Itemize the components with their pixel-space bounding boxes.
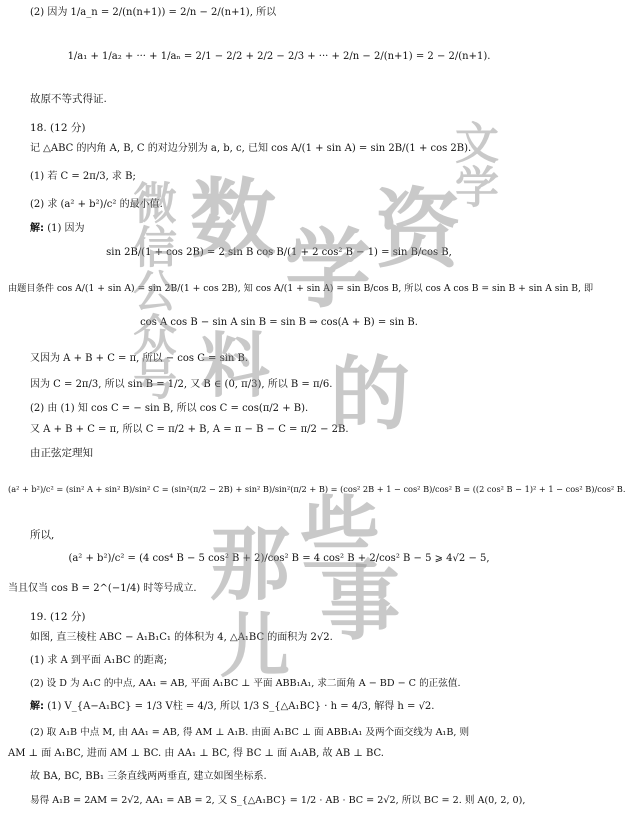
solution-19-start: [30, 700, 434, 714]
watermark-side-right: 文学: [447, 120, 498, 208]
line-15: 又 A + B + C = π, 所以 C = π/2 + B, A = π − B − C = π/2 − 2B.: [30, 424, 349, 435]
problem-18-part2: (2) 求 (a² + b²)/c² 的最小值.: [30, 199, 163, 210]
watermark-char-3: 资: [375, 179, 461, 280]
watermark-char-5: 的: [330, 347, 410, 441]
solution-label: 解:: [30, 701, 44, 712]
line-19-display-equation: (a² + b²)/c² = (4 cos⁴ B − 5 cos² B + 2)/cos² B = 4 cos² B + 2/cos² B − 5 ⩾ 4√2 − 5,: [68, 553, 490, 564]
watermark-char-9: 儿: [220, 604, 290, 687]
solution-19-part1: (1) V_{A−A₁BC} = 1/3 V柱 = 4/3, 所以 1/3 S_{△A₁BC} · h = 4/3, 解得 h = √2.: [47, 701, 435, 712]
line-11-display-equation: cos A cos B − sin A sin B = sin B ⇒ cos(A + B) = sin B.: [140, 317, 418, 328]
watermark-side-left: 微信公众号: [125, 180, 176, 400]
watermark-char-8: 事: [320, 557, 400, 651]
line-29: 易得 A₁B = 2AM = 2√2, AA₁ = AB = 2, 又 S_{△A₁BC} = 1/2 · AB · BC = 2√2, 所以 BC = 2. 则 A(0, 2, 0),: [30, 795, 526, 806]
solution-18-intro: (1) 因为: [47, 223, 85, 234]
watermark-char-2: 学: [285, 219, 371, 320]
line-1: (2) 因为 1/a_n = 2/(n(n+1)) = 2/n − 2/(n+1), 所以: [30, 7, 277, 18]
solution-label: 解:: [30, 223, 44, 234]
line-10: 由题目条件 cos A/(1 + sin A) = sin 2B/(1 + cos 2B), 知 cos A/(1 + sin A) = sin B/cos B, 所以 cos A cos B = sin B + sin A sin B, 即: [8, 283, 594, 294]
line-28: 故 BA, BC, BB₁ 三条直线两两垂直, 建立如图坐标系.: [30, 771, 267, 782]
problem-18-heading: 18. (12 分): [30, 122, 86, 134]
problem-18-statement: 记 △ABC 的内角 A, B, C 的对边分别为 a, b, c, 已知 cos A/(1 + sin A) = sin 2B/(1 + cos 2B).: [30, 143, 472, 154]
watermark-char-6: 那: [210, 517, 290, 611]
problem-19-statement: 如图, 直三棱柱 ABC − A₁B₁C₁ 的体积为 4, △A₁BC 的面积为 2√2.: [30, 632, 333, 643]
watermark-char-1: 数: [190, 169, 276, 270]
solution-18-start: [30, 222, 85, 236]
line-14: (2) 由 (1) 知 cos C = − sin B, 所以 cos C = cos(π/2 + B).: [30, 403, 309, 414]
line-17-display-equation: (a² + b²)/c² = (sin² A + sin² B)/sin² C = (sin²(π/2 − 2B) + sin² B)/sin²(π/2 + B) = (cos² 2B + 1 − cos² B)/cos² B = ((2 cos² B − 1)² + 1 − cos² B)/cos² B.: [8, 484, 625, 494]
line-26: (2) 取 A₁B 中点 M, 由 AA₁ = AB, 得 AM ⊥ A₁B. 由面 A₁BC ⊥ 面 ABB₁A₁ 及两个面交线为 A₁B, 则: [30, 727, 470, 738]
line-3: 故原不等式得证.: [30, 93, 107, 105]
line-12: 又因为 A + B + C = π, 所以 − cos C = sin B.: [30, 353, 249, 364]
line-18: 所以,: [30, 529, 55, 541]
problem-19-part1: (1) 求 A 到平面 A₁BC 的距离;: [30, 655, 168, 666]
watermark-char-7: 些: [300, 487, 380, 581]
line-9-display-equation: sin 2B/(1 + cos 2B) = 2 sin B cos B/(1 + 2 cos² B − 1) = sin B/cos B,: [106, 247, 452, 258]
line-27: AM ⊥ 面 A₁BC, 进而 AM ⊥ BC. 由 AA₁ ⊥ BC, 得 BC ⊥ 面 A₁AB, 故 AB ⊥ BC.: [8, 748, 384, 759]
problem-18-part1: (1) 若 C = 2π/3, 求 B;: [30, 171, 136, 182]
line-16: 由正弦定理知: [30, 447, 93, 459]
line-20: 当且仅当 cos B = 2^(−1/4) 时等号成立.: [8, 583, 197, 594]
problem-19-part2: (2) 设 D 为 A₁C 的中点, AA₁ = AB, 平面 A₁BC ⊥ 平面 ABB₁A₁, 求二面角 A − BD − C 的正弦值.: [30, 678, 461, 689]
line-13: 因为 C = 2π/3, 所以 sin B = 1/2, 又 B ∈ (0, π/3), 所以 B = π/6.: [30, 379, 333, 390]
problem-19-heading: 19. (12 分): [30, 611, 86, 623]
line-2-display-equation: 1/a₁ + 1/a₂ + ··· + 1/aₙ = 2/1 − 2/2 + 2/2 − 2/3 + ··· + 2/n − 2/(n+1) = 2 − 2/(n+1).: [67, 51, 491, 62]
watermark-char-4: 料: [200, 324, 270, 407]
